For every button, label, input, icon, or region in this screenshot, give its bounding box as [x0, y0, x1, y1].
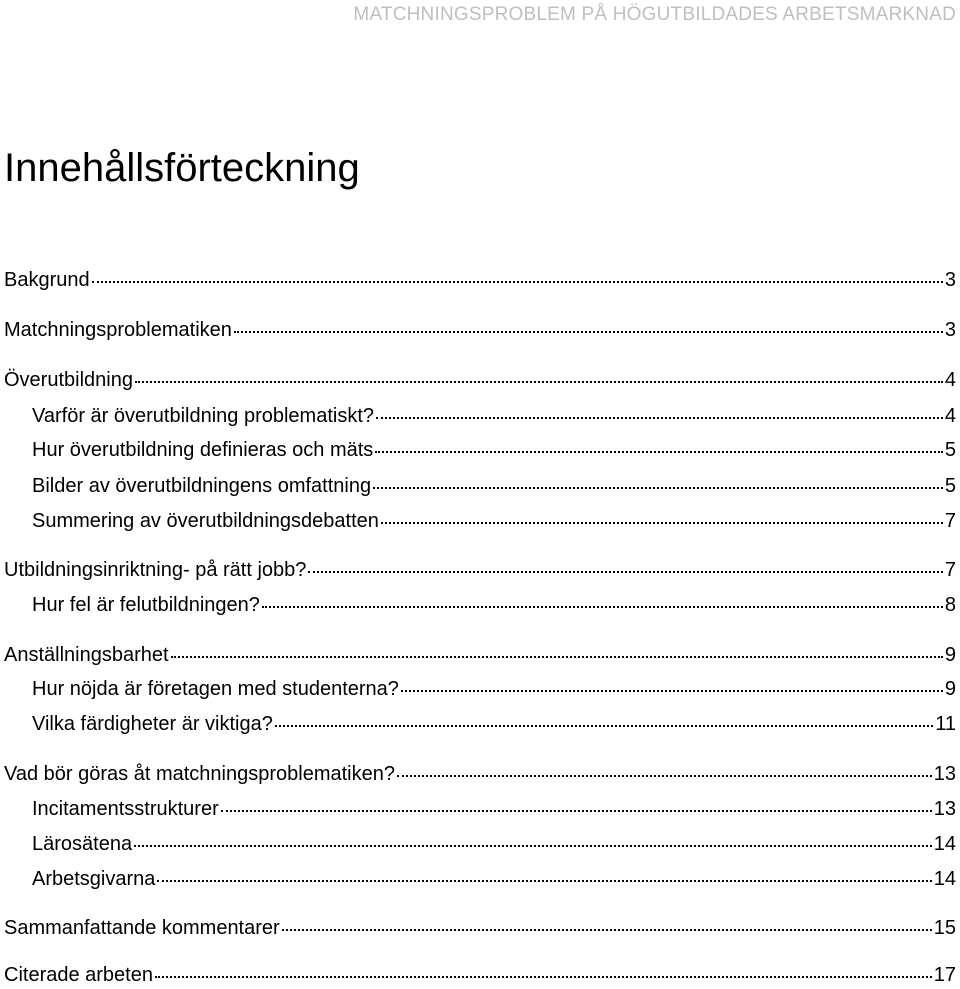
toc-entry-page: 17	[933, 964, 956, 986]
dot-leader	[155, 976, 932, 978]
toc-entry-label: Hur fel är felutbildningen?	[32, 594, 260, 616]
toc-entry-incitamentsstrukturer[interactable]	[32, 797, 956, 821]
toc-entry-varfor-problematiskt[interactable]	[32, 404, 956, 428]
toc-entry-label: Överutbildning	[4, 369, 133, 391]
toc-entry-label: Utbildningsinriktning- på rätt jobb?	[4, 559, 307, 581]
toc-entry-label: Incitamentsstrukturer	[32, 798, 219, 820]
toc-entry-sammanfattande[interactable]	[4, 916, 956, 940]
toc-entry-label: Varför är överutbildning problematiskt?	[32, 405, 375, 427]
running-header: MATCHNINGSPROBLEM PÅ HÖGUTBILDADES ARBETSMARKNAD	[353, 4, 956, 25]
dot-leader	[262, 606, 943, 608]
dot-leader	[275, 725, 933, 727]
toc-entry-page: 13	[933, 763, 956, 785]
toc-entry-page: 9	[944, 678, 956, 700]
toc-entry-page: 5	[944, 475, 956, 497]
toc-entry-label: Summering av överutbildningsdebatten	[32, 510, 379, 532]
dot-leader	[135, 381, 943, 383]
toc-entry-page: 15	[933, 917, 956, 939]
toc-entry-bilder-omfattning[interactable]	[32, 474, 956, 498]
dot-leader	[401, 690, 943, 692]
toc-entry-page: 4	[944, 405, 956, 427]
toc-entry-label: Sammanfattande kommentarer	[4, 917, 280, 939]
toc-entry-bakgrund[interactable]	[4, 268, 956, 292]
dot-leader	[221, 810, 932, 812]
toc-entry-page: 3	[944, 319, 956, 341]
toc-entry-label: Citerade arbeten	[4, 964, 153, 986]
toc-entry-label: Arbetsgivarna	[32, 868, 156, 890]
toc-entry-label: Matchningsproblematiken	[4, 319, 232, 341]
toc-entry-matchningsproblematiken[interactable]	[4, 318, 956, 342]
toc-entry-page: 7	[944, 559, 956, 581]
toc-entry-label: Bakgrund	[4, 269, 90, 291]
toc-entry-vad-bor-goras[interactable]	[4, 762, 956, 786]
dot-leader	[376, 417, 943, 419]
toc-entry-label: Vilka färdigheter är viktiga?	[32, 713, 273, 735]
toc-entry-anstallningsbarhet[interactable]	[4, 643, 956, 667]
dot-leader	[171, 656, 943, 658]
toc-entry-label: Hur nöjda är företagen med studenterna?	[32, 678, 399, 700]
toc-entry-definieras-och-mats[interactable]	[32, 438, 956, 462]
toc-entry-page: 7	[944, 510, 956, 532]
dot-leader	[282, 929, 932, 931]
toc-entry-page: 5	[944, 439, 956, 461]
dot-leader	[375, 451, 943, 453]
toc-entry-page: 4	[944, 369, 956, 391]
dot-leader	[134, 845, 932, 847]
page-title: Innehållsförteckning	[4, 146, 360, 190]
toc-entry-citerade-arbeten[interactable]	[4, 963, 956, 987]
toc-entry-overutbildning[interactable]	[4, 368, 956, 392]
toc-entry-felutbildningen[interactable]	[32, 593, 956, 617]
toc-entry-summering[interactable]	[32, 509, 956, 533]
toc-entry-label: Hur överutbildning definieras och mäts	[32, 439, 374, 461]
toc-entry-utbildningsinriktning[interactable]	[4, 558, 956, 582]
dot-leader	[381, 522, 943, 524]
dot-leader	[397, 775, 932, 777]
dot-leader	[373, 487, 943, 489]
dot-leader	[234, 331, 943, 333]
dot-leader	[157, 880, 931, 882]
toc-entry-label: Bilder av överutbildningens omfattning	[32, 475, 372, 497]
dot-leader	[308, 571, 942, 573]
toc-entry-fardigheter[interactable]	[32, 712, 956, 736]
toc-entry-label: Anställningsbarhet	[4, 644, 169, 666]
toc-entry-page: 3	[944, 269, 956, 291]
toc-entry-larosatena[interactable]	[32, 832, 956, 856]
dot-leader	[92, 281, 943, 283]
toc-entry-page: 11	[935, 713, 956, 735]
toc-entry-label: Vad bör göras åt matchningsproblematiken?	[4, 763, 395, 785]
toc-entry-page: 9	[944, 644, 956, 666]
toc-entry-label: Lärosätena	[32, 833, 133, 855]
toc-entry-page: 8	[944, 594, 956, 616]
toc-entry-page: 13	[933, 798, 956, 820]
toc-entry-nojda-foretagen[interactable]	[32, 677, 956, 701]
toc-entry-page: 14	[933, 833, 956, 855]
toc-entry-arbetsgivarna[interactable]	[32, 867, 956, 891]
toc-entry-page: 14	[933, 868, 956, 890]
